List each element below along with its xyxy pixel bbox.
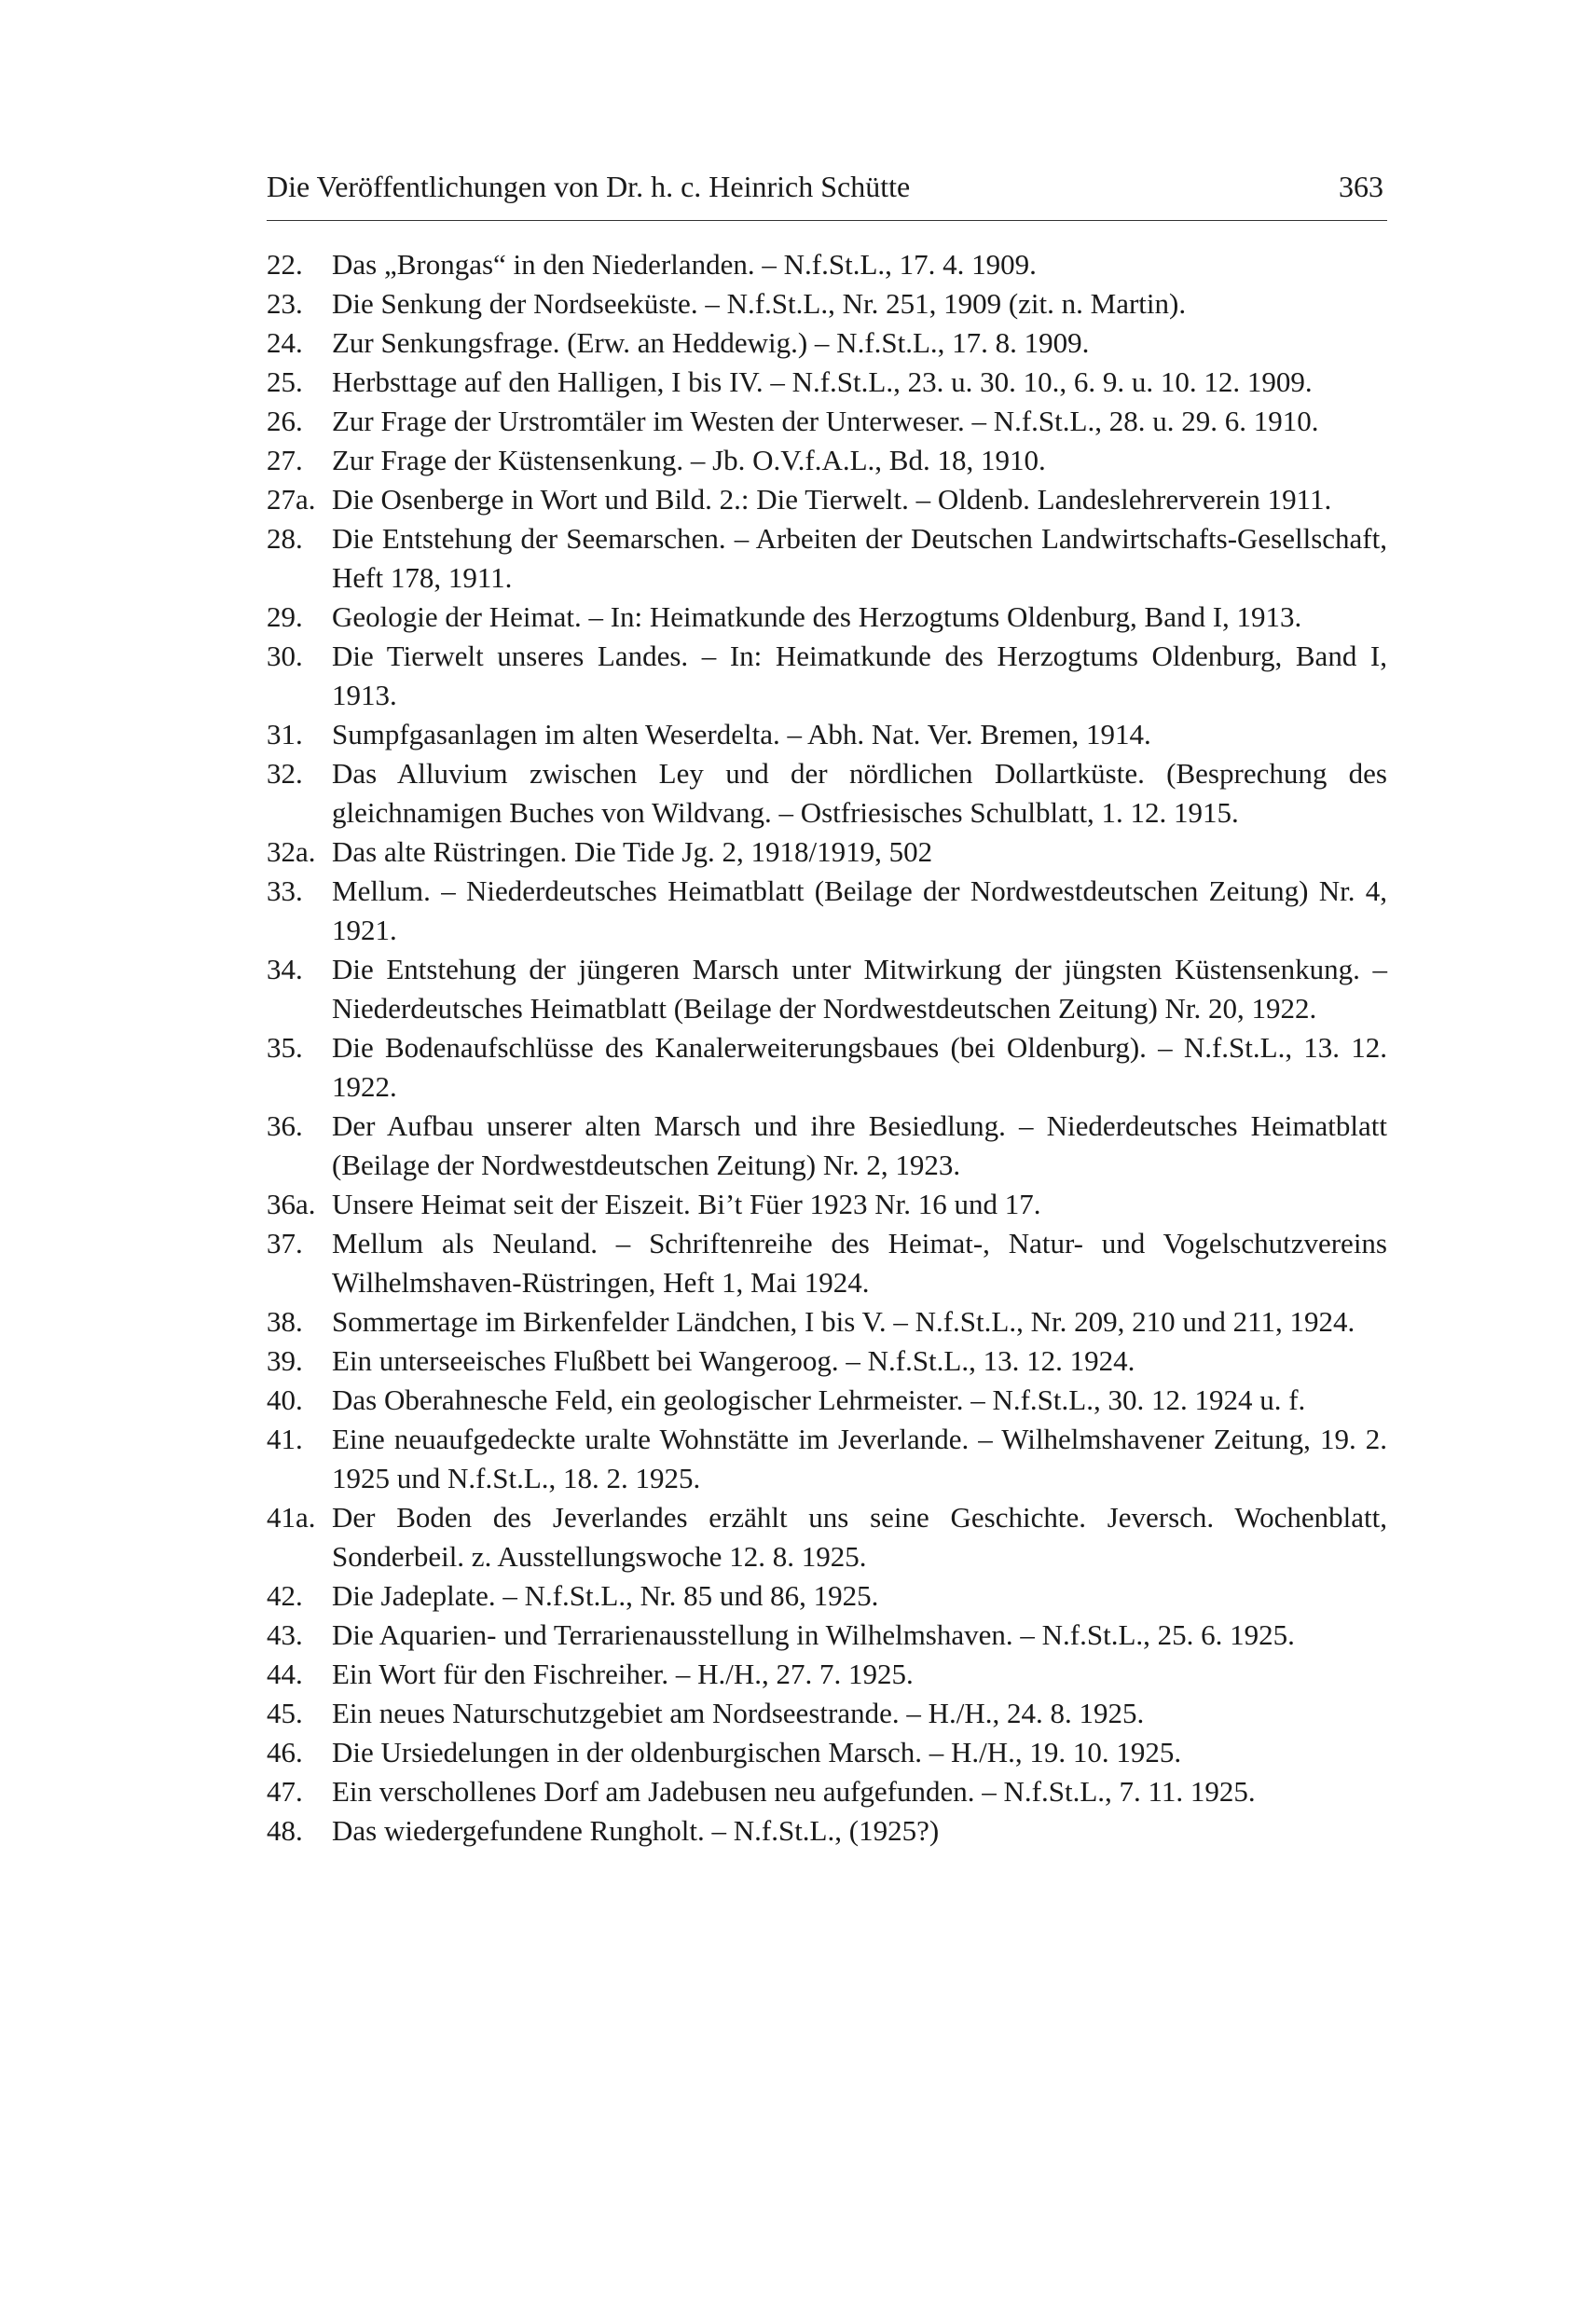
entry-number: 47.: [267, 1775, 303, 1808]
bibliography-entry: [267, 323, 1387, 363]
running-header-title: Die Veröffentlichungen von Dr. h. c. Heinrich Schütte: [267, 170, 911, 203]
entry-text: Das Alluvium zwischen Ley und der nördlichen Dollartküste. (Besprechung des gleichnamigen Buches von Wildvang. – Ostfriesisches Schulblatt, 1. 12. 1915.: [332, 757, 1387, 829]
entry-number: 48.: [267, 1814, 303, 1847]
entry-text: Das Oberahnesche Feld, ein geologischer Lehrmeister. – N.f.St.L., 30. 12. 1924 u. f.: [332, 1383, 1306, 1416]
entry-text: Die Osenberge in Wort und Bild. 2.: Die Tierwelt. – Oldenb. Landeslehrerverein 1911.: [332, 483, 1332, 516]
bibliography-entry: [267, 284, 1387, 323]
bibliography-entry: [267, 598, 1387, 637]
bibliography-entry: [267, 519, 1387, 598]
entry-text: Ein neues Naturschutzgebiet am Nordseestrande. – H./H., 24. 8. 1925.: [332, 1697, 1145, 1729]
running-header: [267, 168, 1387, 221]
entry-text: Das alte Rüstringen. Die Tide Jg. 2, 1918/1919, 502: [332, 835, 933, 868]
entry-text: Sommertage im Birkenfelder Ländchen, I bis V. – N.f.St.L., Nr. 209, 210 und 211, 1924.: [332, 1305, 1355, 1338]
entry-text: Geologie der Heimat. – In: Heimatkunde des Herzogtums Oldenburg, Band I, 1913.: [332, 600, 1302, 633]
entry-text: Zur Senkungsfrage. (Erw. an Heddewig.) – N.f.St.L., 17. 8. 1909.: [332, 326, 1090, 359]
entry-number: 44.: [267, 1658, 303, 1690]
entry-text: Unsere Heimat seit der Eiszeit. Bi’t Füer 1923 Nr. 16 und 17.: [332, 1188, 1041, 1220]
entry-number: 43.: [267, 1618, 303, 1651]
entry-number: 34.: [267, 953, 303, 985]
entry-number: 22.: [267, 248, 303, 281]
entry-number: 35.: [267, 1031, 303, 1064]
bibliography-entry: [267, 637, 1387, 715]
entry-text: Der Aufbau unserer alten Marsch und ihre Besiedlung. – Niederdeutsches Heimatblatt (Beilage der Nordwestdeutschen Zeitung) Nr. 2, 1923.: [332, 1109, 1387, 1181]
entry-text: Ein Wort für den Fischreiher. – H./H., 27. 7. 1925.: [332, 1658, 914, 1690]
bibliography-entry: [267, 872, 1387, 950]
entry-text: Das wiedergefundene Rungholt. – N.f.St.L., (1925?): [332, 1814, 940, 1847]
bibliography-entry: [267, 1342, 1387, 1381]
bibliography-entry: [267, 1811, 1387, 1851]
entry-text: Die Senkung der Nordseeküste. – N.f.St.L., Nr. 251, 1909 (zit. n. Martin).: [332, 287, 1187, 320]
bibliography-entry: [267, 1224, 1387, 1302]
entry-number: 41a.: [267, 1501, 316, 1534]
entry-text: Die Tierwelt unseres Landes. – In: Heimatkunde des Herzogtums Oldenburg, Band I, 1913.: [332, 640, 1387, 711]
entry-text: Der Boden des Jeverlandes erzählt uns seine Geschichte. Jeversch. Wochenblatt, Sonderbeil. z. Ausstellungswoche 12. 8. 1925.: [332, 1501, 1387, 1573]
entry-number: 46.: [267, 1736, 303, 1768]
entry-number: 36a.: [267, 1188, 316, 1220]
bibliography-list: [267, 245, 1387, 1851]
entry-text: Zur Frage der Küstensenkung. – Jb. O.V.f.A.L., Bd. 18, 1910.: [332, 444, 1046, 476]
bibliography-entry: [267, 833, 1387, 872]
bibliography-entry: [267, 1302, 1387, 1342]
entry-number: 31.: [267, 718, 303, 750]
entry-number: 27a.: [267, 483, 316, 516]
entry-text: Die Bodenaufschlüsse des Kanalerweiterungsbaues (bei Oldenburg). – N.f.St.L., 13. 12. 1922.: [332, 1031, 1387, 1103]
entry-text: Die Aquarien- und Terrarienausstellung in Wilhelmshaven. – N.f.St.L., 25. 6. 1925.: [332, 1618, 1295, 1651]
entry-number: 45.: [267, 1697, 303, 1729]
entry-text: Mellum als Neuland. – Schriftenreihe des Heimat-, Natur- und Vogelschutzvereins Wilhelmshaven-Rüstringen, Heft 1, Mai 1924.: [332, 1227, 1387, 1299]
entry-number: 32a.: [267, 835, 316, 868]
entry-number: 26.: [267, 405, 303, 437]
entry-text: Eine neuaufgedeckte uralte Wohnstätte im Jeverlande. – Wilhelmshavener Zeitung, 19. 2. 1925 und N.f.St.L., 18. 2. 1925.: [332, 1423, 1387, 1494]
entry-number: 33.: [267, 874, 303, 907]
bibliography-entry: [267, 363, 1387, 402]
entry-number: 37.: [267, 1227, 303, 1259]
entry-text: Die Entstehung der jüngeren Marsch unter Mitwirkung der jüngsten Küstensenkung. – Niederdeutsches Heimatblatt (Beilage der Nordwestdeutschen Zeitung) Nr. 20, 1922.: [332, 953, 1387, 1025]
bibliography-entry: [267, 402, 1387, 441]
bibliography-entry: [267, 1576, 1387, 1616]
entry-text: Das „Brongas“ in den Niederlanden. – N.f.St.L., 17. 4. 1909.: [332, 248, 1037, 281]
bibliography-entry: [267, 441, 1387, 480]
entry-text: Herbsttage auf den Halligen, I bis IV. – N.f.St.L., 23. u. 30. 10., 6. 9. u. 10. 12. 1909.: [332, 365, 1313, 398]
bibliography-entry: [267, 950, 1387, 1028]
entry-number: 40.: [267, 1383, 303, 1416]
entry-number: 38.: [267, 1305, 303, 1338]
bibliography-entry: [267, 1420, 1387, 1498]
entry-text: Die Entstehung der Seemarschen. – Arbeiten der Deutschen Landwirtschafts-Gesellschaft, Heft 178, 1911.: [332, 522, 1387, 594]
entry-number: 30.: [267, 640, 303, 672]
entry-number: 27.: [267, 444, 303, 476]
entry-number: 36.: [267, 1109, 303, 1142]
entry-number: 42.: [267, 1579, 303, 1612]
bibliography-entry: [267, 1185, 1387, 1224]
bibliography-entry: [267, 1694, 1387, 1733]
bibliography-entry: [267, 245, 1387, 284]
bibliography-entry: [267, 1655, 1387, 1694]
bibliography-entry: [267, 1028, 1387, 1107]
entry-text: Ein verschollenes Dorf am Jadebusen neu aufgefunden. – N.f.St.L., 7. 11. 1925.: [332, 1775, 1256, 1808]
entry-number: 32.: [267, 757, 303, 790]
bibliography-entry: [267, 1498, 1387, 1576]
bibliography-entry: [267, 480, 1387, 519]
bibliography-entry: [267, 754, 1387, 833]
entry-text: Die Jadeplate. – N.f.St.L., Nr. 85 und 86, 1925.: [332, 1579, 879, 1612]
entry-number: 41.: [267, 1423, 303, 1455]
bibliography-entry: [267, 1381, 1387, 1420]
page: [267, 168, 1387, 1851]
entry-number: 25.: [267, 365, 303, 398]
entry-text: Mellum. – Niederdeutsches Heimatblatt (Beilage der Nordwestdeutschen Zeitung) Nr. 4, 1921.: [332, 874, 1387, 946]
bibliography-entry: [267, 1616, 1387, 1655]
entry-number: 39.: [267, 1344, 303, 1377]
bibliography-entry: [267, 715, 1387, 754]
page-number: 363: [1339, 170, 1383, 203]
entry-number: 23.: [267, 287, 303, 320]
entry-text: Zur Frage der Urstromtäler im Westen der Unterweser. – N.f.St.L., 28. u. 29. 6. 1910.: [332, 405, 1319, 437]
bibliography-entry: [267, 1772, 1387, 1811]
entry-text: Sumpfgasanlagen im alten Weserdelta. – Abh. Nat. Ver. Bremen, 1914.: [332, 718, 1151, 750]
entry-number: 24.: [267, 326, 303, 359]
entry-text: Die Ursiedelungen in der oldenburgischen Marsch. – H./H., 19. 10. 1925.: [332, 1736, 1182, 1768]
entry-number: 28.: [267, 522, 303, 555]
entry-text: Ein unterseeisches Flußbett bei Wangeroog. – N.f.St.L., 13. 12. 1924.: [332, 1344, 1135, 1377]
entry-number: 29.: [267, 600, 303, 633]
bibliography-entry: [267, 1733, 1387, 1772]
bibliography-entry: [267, 1107, 1387, 1185]
